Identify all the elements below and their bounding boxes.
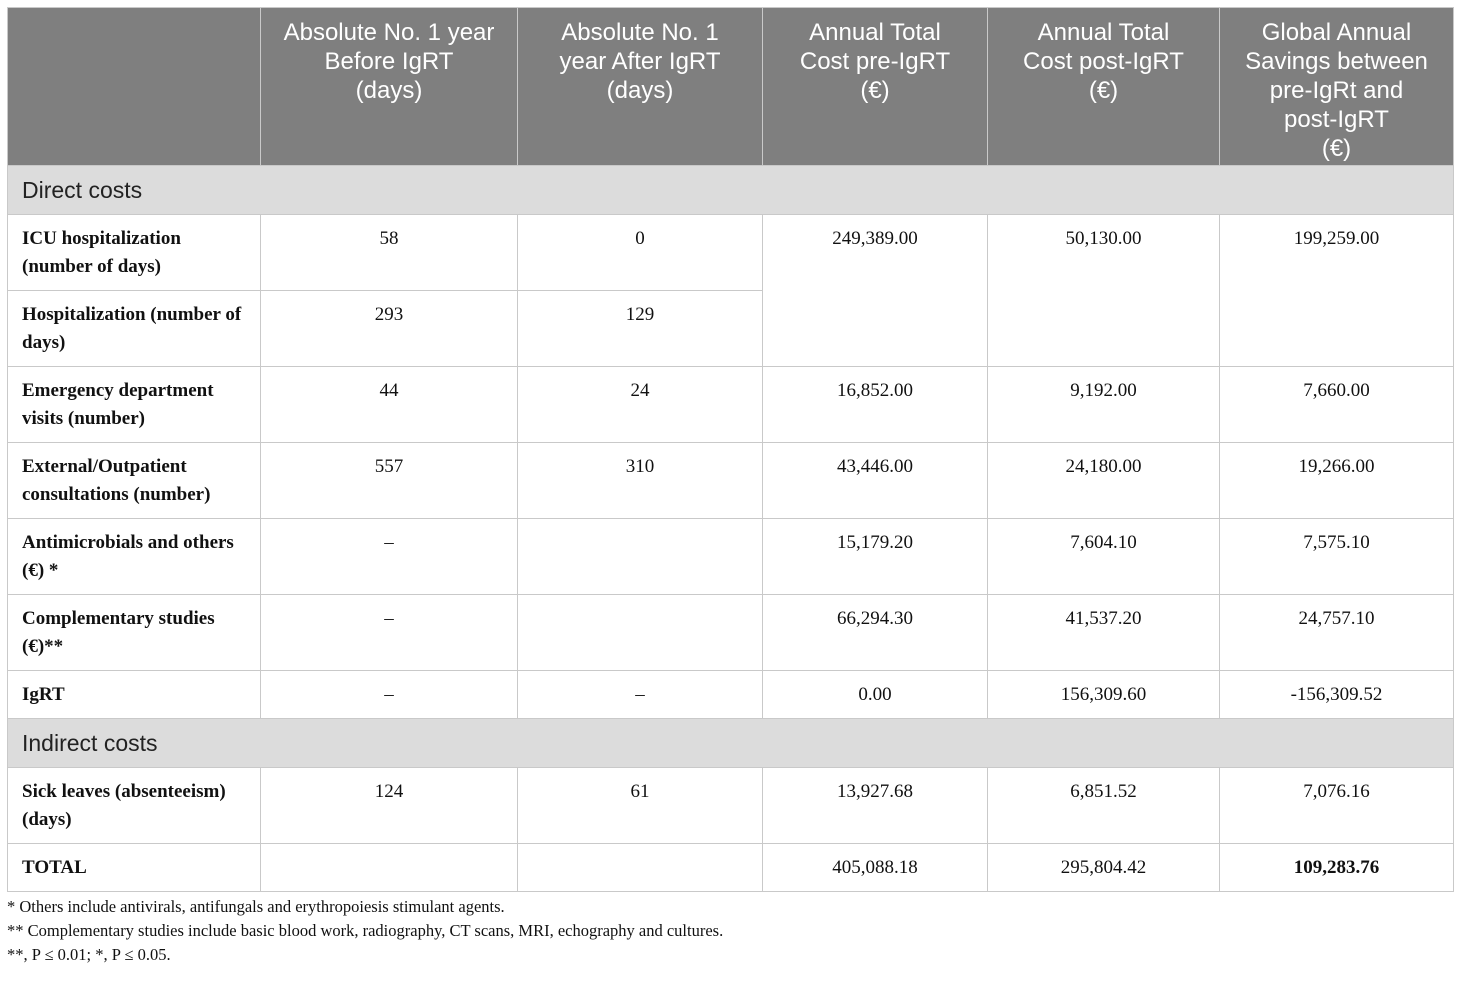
cell-before: – — [261, 671, 518, 719]
cell-cost-pre: 13,927.68 — [763, 768, 988, 844]
cell-before: – — [261, 519, 518, 595]
cell-cost-post: 295,804.42 — [988, 844, 1220, 892]
cell-cost-post: 24,180.00 — [988, 443, 1220, 519]
footnote: **, P ≤ 0.01; *, P ≤ 0.05. — [7, 945, 171, 964]
cell-after — [518, 595, 763, 671]
row-label: Hospitalization (number of days) — [8, 291, 261, 367]
cell-savings: 24,757.10 — [1220, 595, 1454, 671]
table-row-icu — [8, 215, 1454, 291]
cell-after: – — [518, 671, 763, 719]
cell-cost-pre: 66,294.30 — [763, 595, 988, 671]
section-label-direct: Direct costs — [8, 166, 1454, 215]
table-row-external — [8, 443, 1454, 519]
cell-cost-pre: 16,852.00 — [763, 367, 988, 443]
cell-cost-post: 9,192.00 — [988, 367, 1220, 443]
row-label: Antimicrobials and others (€) * — [8, 519, 261, 595]
row-label: ICU hospitalization (number of days) — [8, 215, 261, 291]
cell-savings: 19,266.00 — [1220, 443, 1454, 519]
header-empty-cell — [8, 8, 261, 166]
cell-savings: 7,575.10 — [1220, 519, 1454, 595]
cell-before: 44 — [261, 367, 518, 443]
cell-before: 293 — [261, 291, 518, 367]
row-label: IgRT — [8, 671, 261, 719]
header-row — [8, 8, 1454, 166]
cell-savings: 7,076.16 — [1220, 768, 1454, 844]
footnotes — [7, 895, 1453, 967]
cell-cost-pre: 0.00 — [763, 671, 988, 719]
header-savings: Global Annual Savings between pre-IgRt and post-IgRT (€) — [1220, 8, 1454, 166]
row-label: External/Outpatient consultations (number) — [8, 443, 261, 519]
cell-after: 24 — [518, 367, 763, 443]
cell-before: 124 — [261, 768, 518, 844]
cell-after — [518, 519, 763, 595]
row-label: Emergency department visits (number) — [8, 367, 261, 443]
table-row-sick-leaves — [8, 768, 1454, 844]
table-row-total — [8, 844, 1454, 892]
cell-after: 0 — [518, 215, 763, 291]
cell-after: 129 — [518, 291, 763, 367]
cell-after: 61 — [518, 768, 763, 844]
cell-savings: 199,259.00 — [1220, 215, 1454, 367]
table-row-complementary — [8, 595, 1454, 671]
cell-cost-pre: 15,179.20 — [763, 519, 988, 595]
section-row-direct — [8, 166, 1454, 215]
cell-cost-post: 50,130.00 — [988, 215, 1220, 367]
cost-table-container — [7, 7, 1453, 967]
row-label: Complementary studies (€)** — [8, 595, 261, 671]
cell-before: – — [261, 595, 518, 671]
table-row-igrt — [8, 671, 1454, 719]
cell-cost-pre: 43,446.00 — [763, 443, 988, 519]
cell-cost-pre: 249,389.00 — [763, 215, 988, 367]
header-before-igrt: Absolute No. 1 year Before IgRT (days) — [261, 8, 518, 166]
cell-after — [518, 844, 763, 892]
cost-table — [7, 7, 1454, 892]
cell-cost-post: 41,537.20 — [988, 595, 1220, 671]
cell-savings-total: 109,283.76 — [1220, 844, 1454, 892]
cell-before: 58 — [261, 215, 518, 291]
cell-before: 557 — [261, 443, 518, 519]
section-label-indirect: Indirect costs — [8, 719, 1454, 768]
cell-savings: 7,660.00 — [1220, 367, 1454, 443]
cell-before — [261, 844, 518, 892]
row-label: TOTAL — [8, 844, 261, 892]
cell-cost-pre: 405,088.18 — [763, 844, 988, 892]
header-after-igrt: Absolute No. 1 year After IgRT (days) — [518, 8, 763, 166]
table-row-emergency — [8, 367, 1454, 443]
cell-after: 310 — [518, 443, 763, 519]
header-cost-post: Annual Total Cost post-IgRT (€) — [988, 8, 1220, 166]
footnote: * Others include antivirals, antifungals and erythropoiesis stimulant agents. — [7, 897, 505, 916]
cell-cost-post: 7,604.10 — [988, 519, 1220, 595]
cell-cost-post: 6,851.52 — [988, 768, 1220, 844]
section-row-indirect — [8, 719, 1454, 768]
footnote: ** Complementary studies include basic blood work, radiography, CT scans, MRI, echography and cultures. — [7, 921, 724, 940]
cell-savings: -156,309.52 — [1220, 671, 1454, 719]
header-cost-pre: Annual Total Cost pre-IgRT (€) — [763, 8, 988, 166]
row-label: Sick leaves (absenteeism) (days) — [8, 768, 261, 844]
cell-cost-post: 156,309.60 — [988, 671, 1220, 719]
table-row-antimicrobials — [8, 519, 1454, 595]
